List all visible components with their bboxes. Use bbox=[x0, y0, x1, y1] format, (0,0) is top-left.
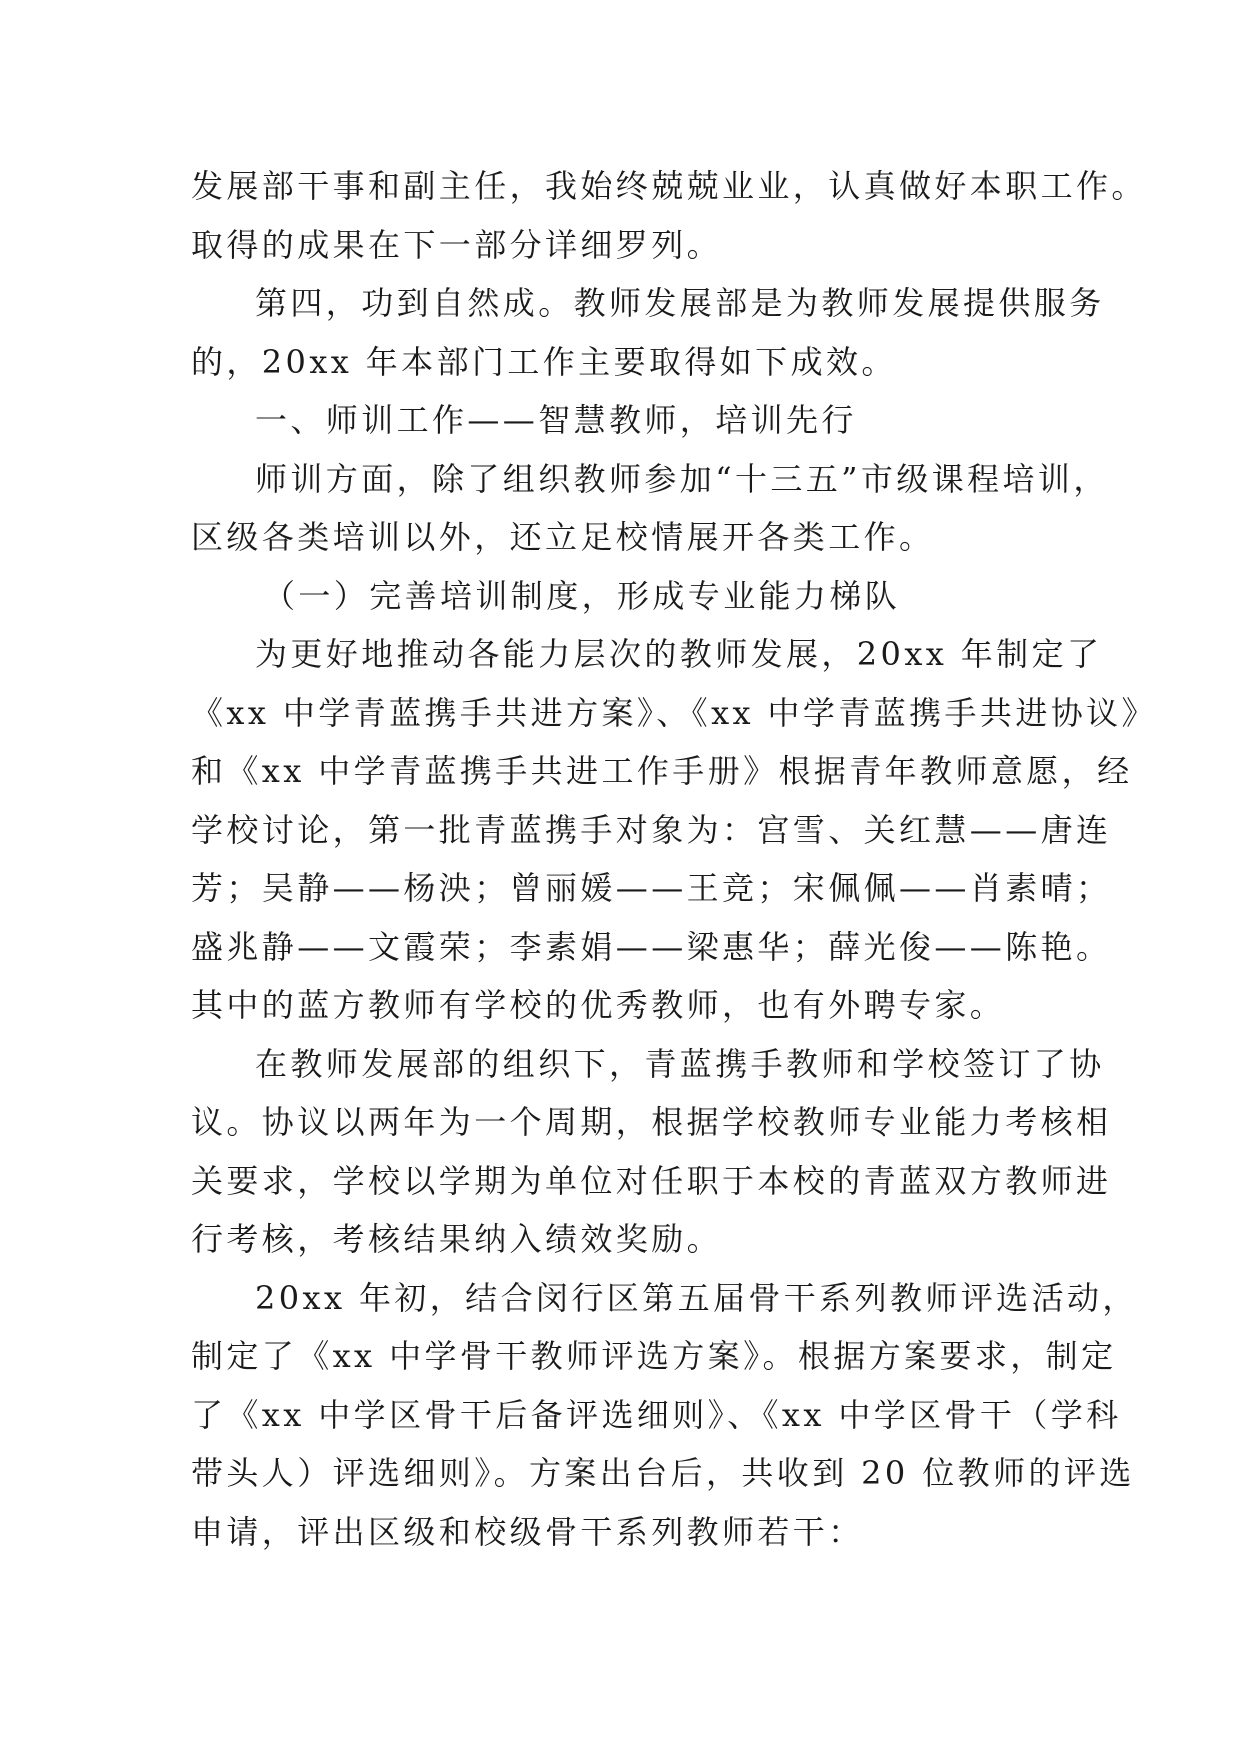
text-line: 《xx 中学青蓝携手共进方案》、《xx 中学青蓝携手共进协议》 bbox=[191, 693, 1157, 732]
section-heading: 一、师训工作——智慧教师，培训先行 bbox=[255, 401, 857, 439]
text-line: 发展部干事和副主任，我始终兢兢业业，认真做好本职工作。 bbox=[191, 167, 1147, 205]
text-line: 区级各类培训以外，还立足校情展开各类工作。 bbox=[191, 518, 935, 556]
text-line: 制定了《xx 中学骨干教师评选方案》。根据方案要求，制定 bbox=[191, 1337, 1117, 1375]
text-line: 议。协议以两年为一个周期，根据学校教师专业能力考核相 bbox=[191, 1103, 1112, 1141]
text-line: 学校讨论，第一批青蓝携手对象为：宫雪、关红慧——唐连 bbox=[191, 810, 1112, 849]
text-line: 取得的成果在下一部分详细罗列。 bbox=[191, 225, 723, 264]
text-line: 和《xx 中学青蓝携手共进工作手册》根据青年教师意愿，经 bbox=[191, 752, 1133, 790]
text-line: 芳；吴静——杨泱；曾丽媛——王竞；宋佩佩——肖素晴； bbox=[191, 869, 1112, 907]
document-body bbox=[191, 157, 1157, 1561]
text-line: 关要求，学校以学期为单位对任职于本校的青蓝双方教师进 bbox=[191, 1161, 1112, 1200]
text-line: 带头人）评选细则》。方案出台后，共收到 20 位教师的评选 bbox=[191, 1454, 1135, 1492]
text-line: 盛兆静——文霞荣；李素娟——梁惠华；薛光俊——陈艳。 bbox=[191, 927, 1112, 966]
paragraph-start: 第四，功到自然成。教师发展部是为教师发展提供服务 bbox=[255, 284, 1105, 322]
text-line: 其中的蓝方教师有学校的优秀教师，也有外聘专家。 bbox=[191, 986, 1006, 1024]
text-line: 行考核，考核结果纳入绩效奖励。 bbox=[191, 1220, 723, 1258]
subsection-heading: （一）完善培训制度，形成专业能力梯队 bbox=[263, 576, 901, 615]
paragraph-start: 20xx 年初，结合闵行区第五届骨干系列教师评选活动， bbox=[255, 1278, 1138, 1317]
paragraph-start: 师训方面，除了组织教师参加“十三五”市级课程培训， bbox=[255, 459, 1109, 498]
text-line: 了《xx 中学区骨干后备评选细则》、《xx 中学区骨干（学科 bbox=[191, 1395, 1122, 1434]
paragraph-start: 为更好地推动各能力层次的教师发展，20xx 年制定了 bbox=[255, 635, 1103, 673]
paragraph-start: 在教师发展部的组织下，青蓝携手教师和学校签订了协 bbox=[255, 1044, 1105, 1083]
text-line: 的，20xx 年本部门工作主要取得如下成效。 bbox=[191, 342, 897, 381]
text-line: 申请，评出区级和校级骨干系列教师若干： bbox=[191, 1512, 864, 1551]
